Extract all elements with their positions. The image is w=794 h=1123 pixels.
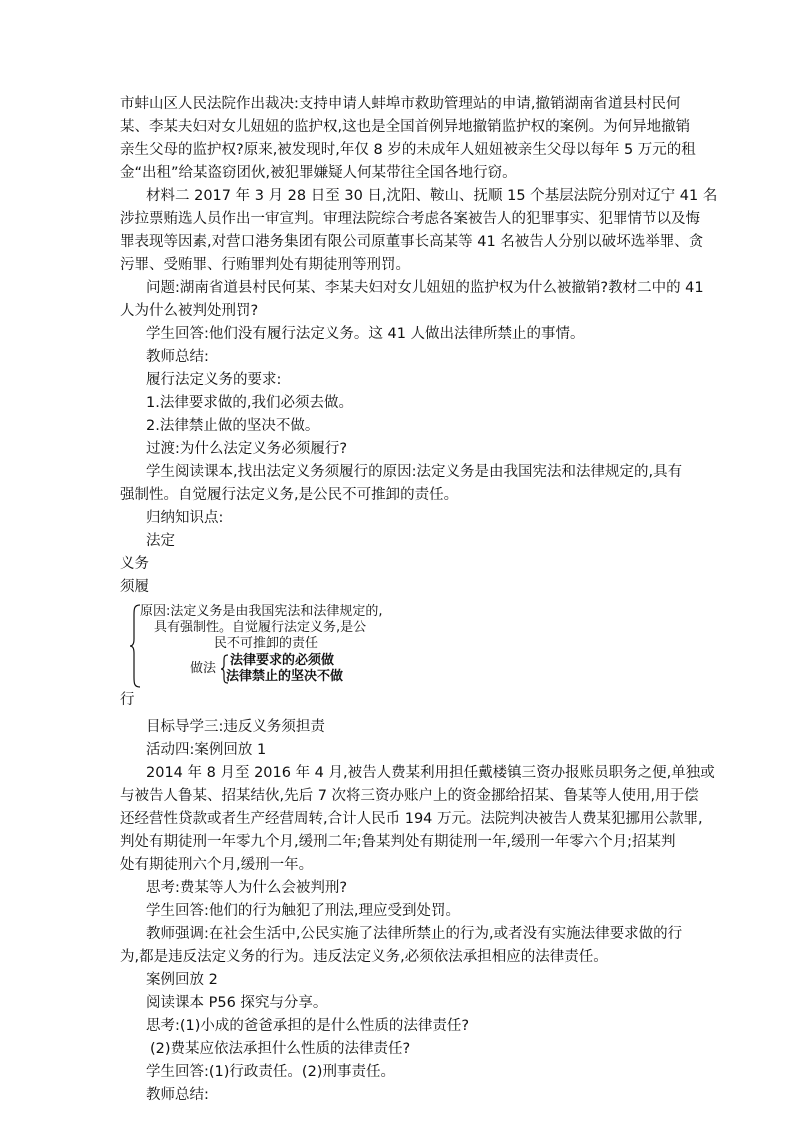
text-line: 教师总结:: [146, 1087, 209, 1103]
diagram-reason-line2: 具有强制性。自觉履行法定义务,是公: [154, 620, 367, 635]
text-line: 思考:费某等人为什么会被判刑?: [146, 880, 348, 896]
text-line: 教师总结:: [146, 349, 209, 365]
section-heading: 目标导学三:违反义务须担责: [146, 719, 325, 735]
text-line: 行: [120, 692, 135, 708]
text-line: 金“出租”给某盗窃团伙,被犯罪嫌疑人何某带往全国各地行窃。: [120, 165, 517, 181]
text-line: 材料二 2017 年 3 月 28 日至 30 日,沈阳、鞍山、抚顺 15 个基层法院分别对辽宁 41 名: [146, 188, 718, 204]
text-line: 还经营性贷款或者生产经营周转,合计人民币 194 万元。法院判决被告人费某犯挪用公款罪,: [120, 811, 703, 827]
text-line: (2)费某应依法承担什么性质的法律责任?: [150, 1041, 411, 1057]
text-line: 为,都是违反法定义务的行为。违反法定义务,必须依法承担相应的法律责任。: [120, 949, 608, 965]
text-line: 污罪、受贿罪、行贿罪判处有期徒刑等刑罚。: [120, 257, 410, 273]
text-line: 活动四:案例回放 1: [146, 742, 267, 758]
text-line: 履行法定义务的要求:: [146, 372, 282, 388]
text-line: 学生回答:他们的行为触犯了刑法,理应受到处罚。: [146, 903, 460, 919]
text-line: 过渡:为什么法定义务必须履行?: [146, 441, 348, 457]
text-line: 学生回答:他们没有履行法定义务。这 41 人做出法律所禁止的事情。: [146, 326, 585, 342]
text-line: 学生回答:(1)行政责任。(2)刑事责任。: [146, 1064, 395, 1080]
diagram-do-item2: 法律禁止的坚决不做: [226, 669, 344, 684]
text-line: 2014 年 8 月至 2016 年 4 月,被告人费某利用担任戴楼镇三资办报账员职务之便,单独或: [146, 765, 715, 781]
knowledge-diagram: [130, 603, 430, 689]
diagram-reason-line1: 原因:法定义务是由我国宪法和法律规定的,: [140, 604, 383, 619]
diagram-do-item1: 法律要求的必须做: [230, 653, 335, 668]
text-line: 处有期徒刑六个月,缓刑一年。: [120, 857, 314, 873]
diagram-do-label: 做法: [190, 661, 217, 676]
text-line: 判处有期徒刑一年零九个月,缓刑二年;鲁某判处有期徒刑一年,缓刑一年零六个月;招某判: [120, 834, 676, 850]
text-line: 1.法律要求做的,我们必须去做。: [146, 395, 353, 411]
text-line: 归纳知识点:: [146, 510, 224, 526]
text-line: 阅读课本 P56 探究与分享。: [146, 995, 328, 1011]
text-line: 某、李某夫妇对女儿妞妞的监护权,这也是全国首例异地撤销监护权的案例。为何异地撤销: [120, 119, 691, 135]
text-line: 法定: [146, 533, 175, 549]
text-line: 学生阅读课本,找出法定义务须履行的原因:法定义务是由我国宪法和法律规定的,具有: [146, 464, 683, 480]
text-line: 须履: [120, 579, 149, 595]
text-line: 亲生父母的监护权?原来,被发现时,年仅 8 岁的未成年人妞妞被亲生父母以每年 5 万元的租: [120, 142, 696, 158]
text-line: 人为什么被判处刑罚?: [120, 303, 259, 319]
text-line: 2.法律禁止做的坚决不做。: [146, 418, 320, 434]
text-line: 与被告人鲁某、招某结伙,先后 7 次将三资办账户上的资金挪给招某、鲁某等人使用,用于偿: [120, 788, 699, 804]
text-line: 涉拉票贿选人员作出一审宣判。审理法院综合考虑各案被告人的犯罪事实、犯罪情节以及悔: [120, 211, 700, 227]
text-line: 教师强调:在社会生活中,公民实施了法律所禁止的行为,或者没有实施法律要求做的行: [146, 926, 683, 942]
text-line: 思考:(1)小成的爸爸承担的是什么性质的法律责任?: [146, 1018, 470, 1034]
diagram-reason-line3: 民不可推卸的责任: [214, 636, 319, 651]
text-line: 义务: [120, 556, 149, 572]
text-line: 罪表现等因素,对营口港务集团有限公司原董事长高某等 41 名被告人分别以破坏选举罪、贪: [120, 234, 704, 250]
text-line: 市蚌山区人民法院作出裁决:支持申请人蚌埠市救助管理站的申请,撤销湖南省道县村民何: [120, 96, 681, 112]
text-line: 问题:湖南省道县村民何某、李某夫妇对女儿妞妞的监护权为什么被撤销?教材二中的 41: [146, 280, 704, 296]
text-line: 案例回放 2: [146, 972, 218, 988]
text-line: 强制性。自觉履行法定义务,是公民不可推卸的责任。: [120, 487, 459, 503]
